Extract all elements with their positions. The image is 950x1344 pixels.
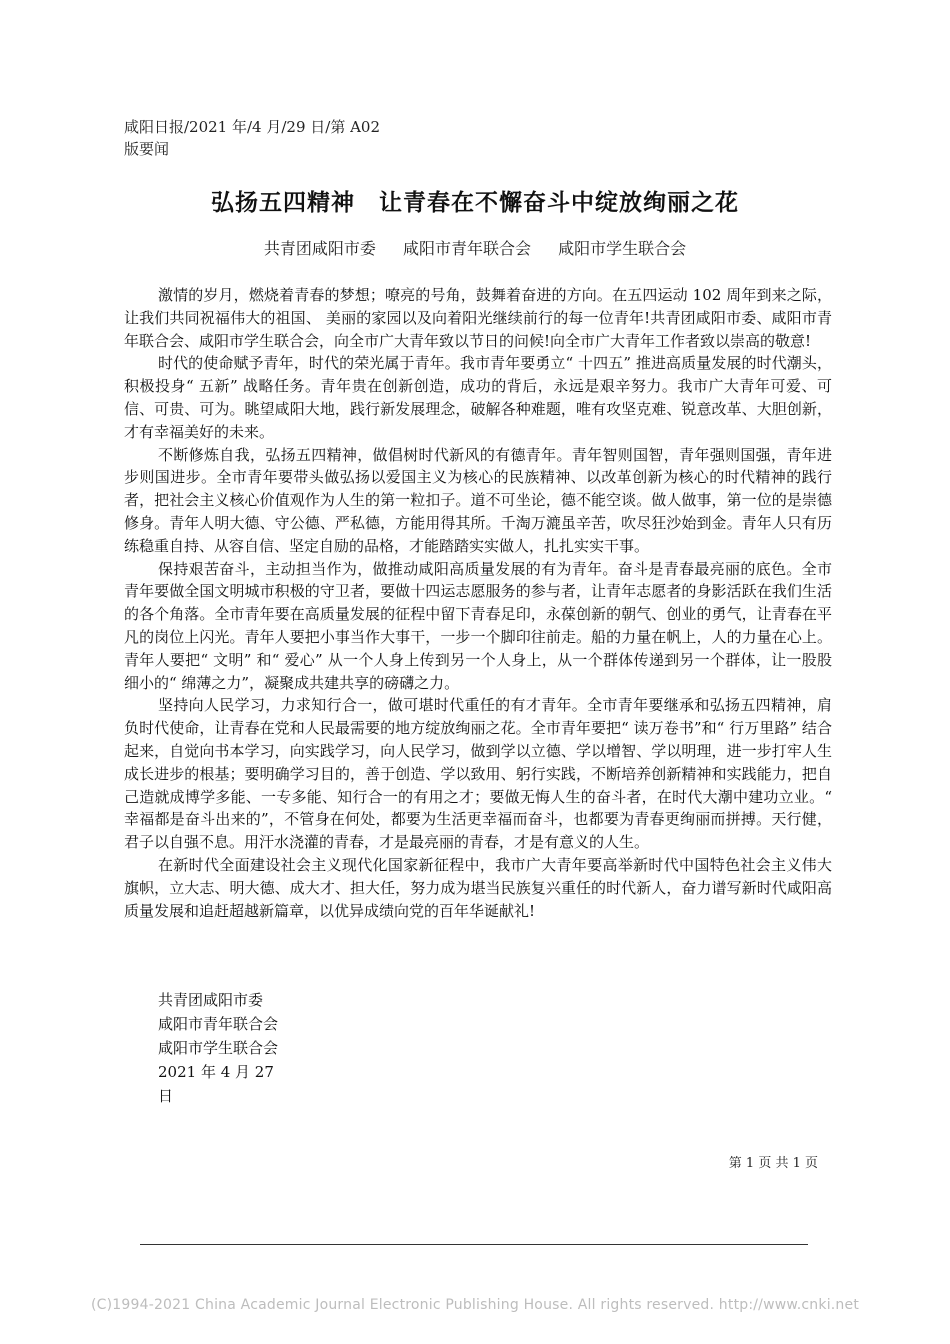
paragraph: 坚持向人民学习，力求知行合一，做可堪时代重任的有才青年。全市青年要继承和弘扬五四精神，肩负时代使命，让青春在党和人民最需要的地方绽放绚丽之花。全市青年要把“ 读万卷书”和“ 行万里路” 结合起来，自觉向书本学习，向实践学习，向人民学习，做到学以立德、学以增智、学以明理，进一步打牢人生成长进步的根基；要明确学习目的，善于创造、学以致用、躬行实践，不断培养创新精神和实践能力，把自己造就成博学多能、一专多能、知行合一的有用之才；要做无悔人生的奋斗者，在时代大潮中建功立业。“ 幸福都是奋斗出来的”，不管身在何处，都要为生活更幸福而奋斗，也都要为青春更绚丽而拼搏。天行健，君子以自强不息。用汗水浇灌的青春，才是最亮丽的青春，才是有意义的人生。 [124, 696, 832, 852]
paragraph: 保持艰苦奋斗，主动担当作为，做推动咸阳高质量发展的有为青年。奋斗是青春最亮丽的底色。全市青年要做全国文明城市积极的守卫者，要做十四运志愿服务的参与者，让青年志愿者的身影活跃在我们生活的各个角落。全市青年要在高质量发展的征程中留下青春足印，永葆创新的朝气、创业的勇气，让青春在平凡的岗位上闪光。青年人要把小事当作大事干，一步一个脚印往前走。船的力量在帆上，人的力量在心上。青年人要把“ 文明” 和“ 爱心” 从一个人身上传到另一个人身上，从一个群体传递到另一个群体，让一股股细小的“ 绵薄之力”，凝聚成共建共享的磅礴之力。 [124, 559, 832, 692]
paragraph: 不断修炼自我，弘扬五四精神，做倡树时代新风的有德青年。青年智则国智，青年强则国强，青年进步则国进步。全市青年要带头做弘扬以爱国主义为核心的民族精神、以改革创新为核心的时代精神的践行者，把社会主义核心价值观作为人生的第一粒扣子。道不可坐论，德不能空谈。做人做事，第一位的是崇德修身。青年人明大德、守公德、严私德，方能用得其所。千淘万漉虽辛苦，吹尽狂沙始到金。青年人只有历练稳重自持、从容自信、坚定自励的品格，才能踏踏实实做人，扎扎实实干事。 [124, 445, 832, 555]
signature-org-1: 共青团咸阳市委 [158, 991, 264, 1009]
source-info [124, 116, 424, 160]
source-line-2: 版要闻 [124, 140, 170, 158]
paragraph: 时代的使命赋予青年，时代的荣光属于青年。我市青年要勇立“ 十四五” 推进高质量发展的时代潮头，积极投身“ 五新” 战略任务。青年贵在创新创造，成功的背后，永远是艰辛努力。我市广大青年可爱、可信、可贵、可为。眺望咸阳大地，践行新发展理念，破解各种难题，唯有攻坚克难、锐意改革、大胆创新，才有幸福美好的未来。 [124, 354, 832, 441]
page-number: 第 1 页 共 1 页 [728, 1156, 818, 1171]
signature-date: 2021 年 4 月 27 [158, 1063, 274, 1081]
footer-divider [140, 1244, 808, 1245]
paragraph: 激情的岁月，燃烧着青春的梦想；嘹亮的号角，鼓舞着奋进的方向。在五四运动 102 周年到来之际，让我们共同祝福伟大的祖国、 美丽的家园以及向着阳光继续前行的每一位青年!共青团咸阳市委、咸阳市青年联合会、咸阳市学生联合会，向全市广大青年致以节日的问候!向全市广大青年工作者致以崇高的敬意! [124, 286, 832, 350]
byline-org-1: 共青团咸阳市委 [263, 239, 376, 258]
article-body [124, 284, 832, 922]
signature-org-3: 咸阳市学生联合会 [158, 1039, 279, 1057]
paragraph: 在新时代全面建设社会主义现代化国家新征程中，我市广大青年要高举新时代中国特色社会主义伟大旗帜，立大志、明大德、成大才、担大任，努力成为堪当民族复兴重任的时代新人，奋力谱写新时代咸阳高质量发展和追赶超越新篇章，以优异成绩向党的百年华诞献礼! [124, 855, 832, 920]
byline-org-3: 咸阳市学生联合会 [558, 239, 687, 258]
source-line-1: 咸阳日报/2021 年/4 月/29 日/第 A02 [124, 118, 381, 136]
byline-org-2: 咸阳市青年联合会 [402, 239, 531, 258]
copyright-notice: (C)1994-2021 China Academic Journal Electronic Publishing House. All rights reserved. http://www.cnki.net [90, 1297, 860, 1313]
article-headline: 弘扬五四精神 让青春在不懈奋斗中绽放绚丽之花 [211, 190, 739, 216]
signature-block [158, 988, 358, 1108]
byline [0, 236, 950, 259]
signature-date-suffix: 日 [158, 1087, 174, 1105]
signature-org-2: 咸阳市青年联合会 [158, 1015, 279, 1033]
